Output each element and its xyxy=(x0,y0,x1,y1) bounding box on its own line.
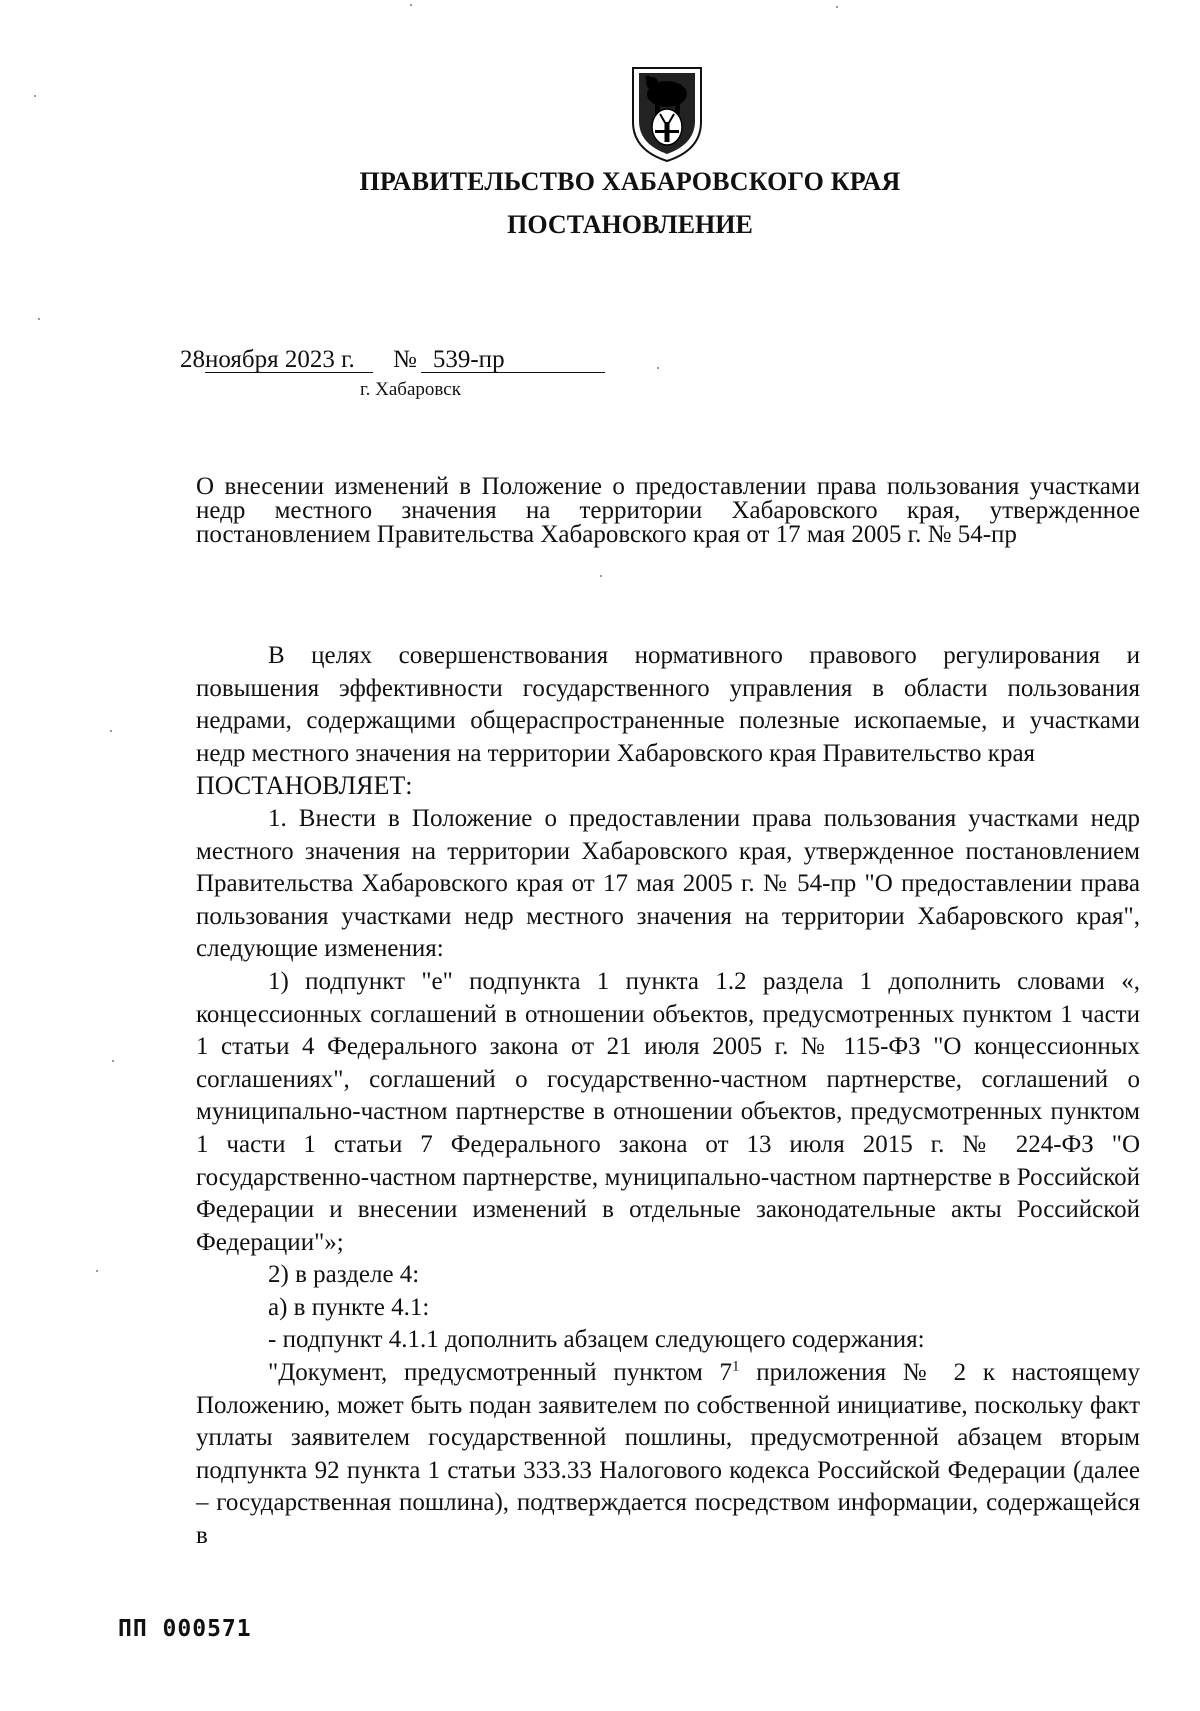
paragraph-2: 2) в разделе 4: xyxy=(268,1261,420,1289)
scan-speck xyxy=(836,6,838,8)
scan-speck xyxy=(600,575,602,577)
resolves-heading: ПОСТАНОВЛЯЕТ: xyxy=(196,771,413,801)
khabarovsk-coat-of-arms-icon xyxy=(627,64,707,164)
registration-line xyxy=(180,346,605,374)
document-type: ПОСТАНОВЛЕНИЕ xyxy=(507,210,753,239)
quote-part-2: приложения № 2 к настоящему Положению, может быть подан заявителем по собственной инициативе, поскольку факт уплаты заявителем государственной пошлины, предусмотренной абзацем вторым подпункта 92 пункта 1 статьи 333.33 Налогового кодекса Российской Федерации (далее – государственная пошлина), подтверждается посредством информации, содержащейся в xyxy=(196,1359,1141,1550)
date-month-year: ноября 2023 г. xyxy=(205,348,373,373)
form-code: ПП 000571 xyxy=(118,1616,252,1642)
scan-speck xyxy=(96,1270,98,1272)
number-sign: № xyxy=(393,346,417,373)
document-body xyxy=(196,640,1140,1553)
organization-name: ПРАВИТЕЛЬСТВО ХАБАРОВСКОГО КРАЯ xyxy=(359,167,901,196)
paragraph-1-1: 1) подпункт "е" подпункта 1 пункта 1.2 раздела 1 дополнить словами «, концессионных соглашений в отношении объектов, предусмотренных пунктом 1 части 1 статьи 4 Федерального закона от 21 июля 2005 г. № 115-ФЗ "О концессионных соглашениях", соглашений о государственно-частном партнерстве, соглашений о муниципально-частном партнерстве в отношении объектов, предусмотренных пунктом 1 части 1 статьи 7 Федерального закона от 13 июля 2015 г. № 224-ФЗ "О государственно-частном партнерстве, муниципально-частном партнерстве в Российской Федерации и внесении изменений в отдельные законодательные акты Российской Федерации"»; xyxy=(196,967,1140,1256)
paragraph-1: 1. Внести в Положение о предоставлении права пользования участками недр местного значения на территории Хабаровского края, утвержденное постановлением Правительства Хабаровского края от 17 мая 2005 г. № 54-пр "О предоставлении права пользования участками недр местного значения на территории Хабаровского края", следующие изменения: xyxy=(196,804,1140,963)
scan-speck xyxy=(657,367,659,369)
scan-speck xyxy=(110,730,112,732)
document-subject: О внесении изменений в Положение о предоставлении права пользования участками недр местного значения на территории Хабаровского края, утвержденное постановлением Правительства Хабаровского края от 17 мая 2005 г. № 54-пр xyxy=(196,473,1140,548)
quoted-paragraph xyxy=(196,1357,1140,1553)
scan-speck xyxy=(410,4,412,6)
quote-superscript: 1 xyxy=(732,1358,740,1375)
scan-speck xyxy=(34,95,36,97)
scan-speck xyxy=(38,318,40,320)
city-label: г. Хабаровск xyxy=(360,379,461,400)
paragraph-2a: а) в пункте 4.1: xyxy=(268,1293,430,1321)
paragraph-2a-dash: - подпункт 4.1.1 дополнить абзацем следующего содержания: xyxy=(268,1326,925,1354)
date-day: 28 xyxy=(180,346,205,373)
preamble-paragraph: В целях совершенствования нормативного правового регулирования и повышения эффективности государственного управления в области пользования недрами, содержащими общераспространенные полезные ископаемые, и участками недр местного значения на территории Хабаровского края Правительство края xyxy=(196,642,1140,767)
scan-speck xyxy=(112,1060,114,1062)
quote-part-1: "Документ, предусмотренный пунктом 7 xyxy=(268,1359,733,1387)
document-number: 539-пр xyxy=(421,348,605,373)
